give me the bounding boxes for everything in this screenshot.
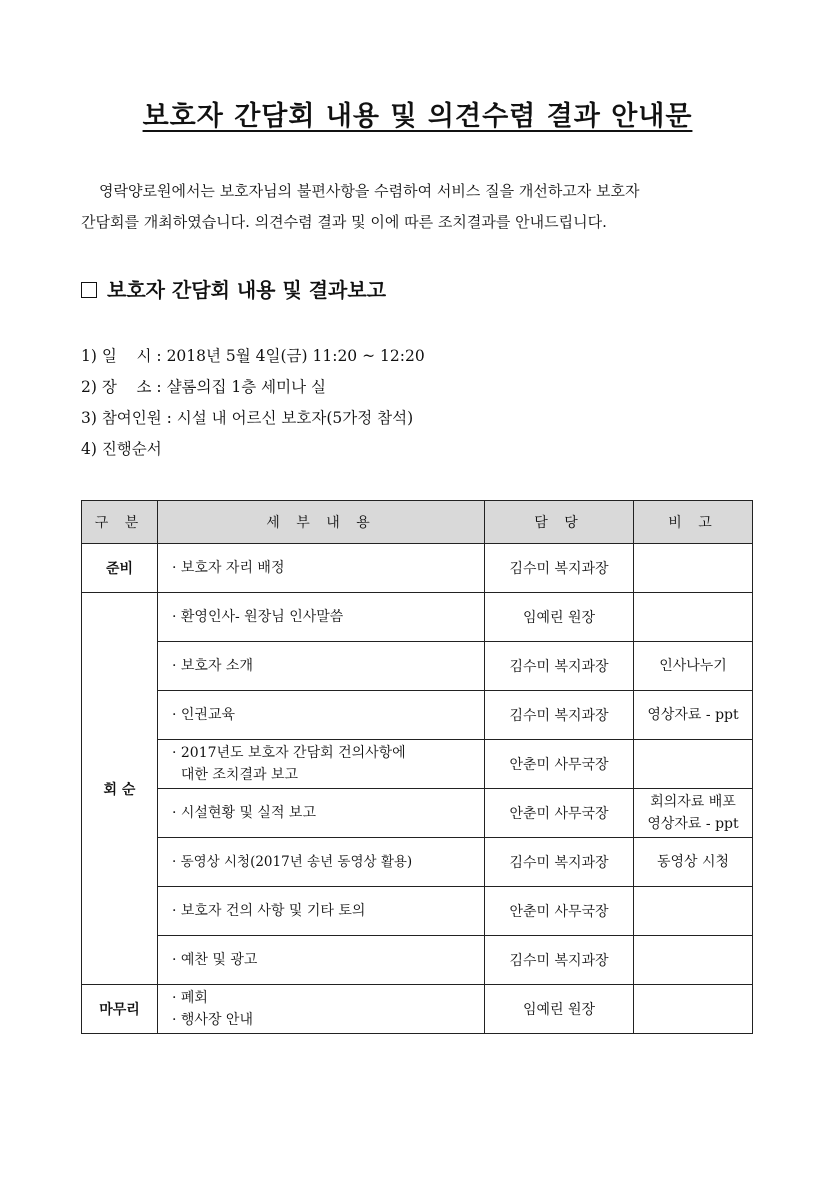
row-detail	[158, 740, 485, 789]
section-title: 보호자 간담회 내용 및 결과보고	[81, 274, 386, 303]
table-row	[82, 691, 753, 740]
row-note	[634, 544, 753, 593]
header-category: 구 분	[82, 501, 158, 544]
checkbox-square-icon	[81, 282, 97, 298]
intro-paragraph	[81, 176, 756, 238]
document-title: 보호자 간담회 내용 및 의견수렴 결과 안내문	[142, 101, 693, 132]
header-note: 비 고	[634, 501, 753, 544]
row-note	[634, 593, 753, 642]
row-note: 동영상 시청	[634, 838, 753, 887]
row-detail-line-1: · 2017년도 보호자 간담회 건의사항에	[172, 745, 406, 761]
table-row	[82, 789, 753, 838]
info-participants: 3) 참여인원 : 시설 내 어르신 보호자(5가정 참석)	[81, 409, 414, 427]
row-note-line-1: 회의자료 배포	[650, 794, 736, 810]
row-detail: · 인권교육	[158, 691, 485, 740]
row-note-line-2: 영상자료 - ppt	[647, 816, 739, 832]
category-close: 마무리	[82, 985, 158, 1034]
header-owner: 담 당	[485, 501, 634, 544]
row-owner: 김수미 복지과장	[485, 544, 634, 593]
category-prep: 준비	[82, 544, 158, 593]
meeting-info	[81, 341, 425, 465]
row-owner: 김수미 복지과장	[485, 691, 634, 740]
table-row	[82, 544, 753, 593]
intro-line-2: 간담회를 개최하였습니다. 의견수렴 결과 및 이에 따른 조치결과를 안내드립니다.	[81, 213, 607, 231]
table-header-row	[82, 501, 753, 544]
table-row	[82, 593, 753, 642]
info-agenda: 4) 진행순서	[81, 440, 162, 458]
row-detail-line-1: · 폐회	[172, 990, 208, 1006]
table-row	[82, 740, 753, 789]
table-row	[82, 887, 753, 936]
row-owner: 안춘미 사무국장	[485, 789, 634, 838]
row-note	[634, 887, 753, 936]
row-detail-line-2: 대한 조치결과 보고	[172, 767, 298, 783]
row-owner: 김수미 복지과장	[485, 936, 634, 985]
row-owner: 안춘미 사무국장	[485, 740, 634, 789]
row-detail: · 시설현황 및 실적 보고	[158, 789, 485, 838]
row-owner: 임예린 원장	[485, 593, 634, 642]
agenda-table	[81, 500, 753, 1034]
row-detail	[158, 985, 485, 1034]
row-detail: · 보호자 건의 사항 및 기타 토의	[158, 887, 485, 936]
row-detail: · 환영인사- 원장님 인사말씀	[158, 593, 485, 642]
row-owner: 김수미 복지과장	[485, 838, 634, 887]
row-owner: 임예린 원장	[485, 985, 634, 1034]
row-note	[634, 740, 753, 789]
row-note	[634, 936, 753, 985]
row-detail: · 보호자 소개	[158, 642, 485, 691]
table-row	[82, 642, 753, 691]
row-note: 영상자료 - ppt	[634, 691, 753, 740]
row-owner: 안춘미 사무국장	[485, 887, 634, 936]
row-note	[634, 985, 753, 1034]
row-detail-line-2: · 행사장 안내	[172, 1012, 253, 1028]
table-row	[82, 838, 753, 887]
info-date: 1) 일 시 : 2018년 5월 4일(금) 11:20 ~ 12:20	[81, 347, 425, 365]
table-row	[82, 985, 753, 1034]
table-row	[82, 936, 753, 985]
row-detail: · 동영상 시청(2017년 송년 동영상 활용)	[158, 838, 485, 887]
intro-line-1: 영락양로원에서는 보호자님의 불편사항을 수렴하여 서비스 질을 개선하고자 보호자	[99, 182, 640, 200]
row-note: 인사나누기	[634, 642, 753, 691]
info-place: 2) 장 소 : 샬롬의집 1층 세미나 실	[81, 378, 326, 396]
row-owner: 김수미 복지과장	[485, 642, 634, 691]
row-detail: · 보호자 자리 배정	[158, 544, 485, 593]
category-main: 회 순	[82, 593, 158, 985]
row-note	[634, 789, 753, 838]
header-detail: 세 부 내 용	[158, 501, 485, 544]
row-detail: · 예찬 및 광고	[158, 936, 485, 985]
